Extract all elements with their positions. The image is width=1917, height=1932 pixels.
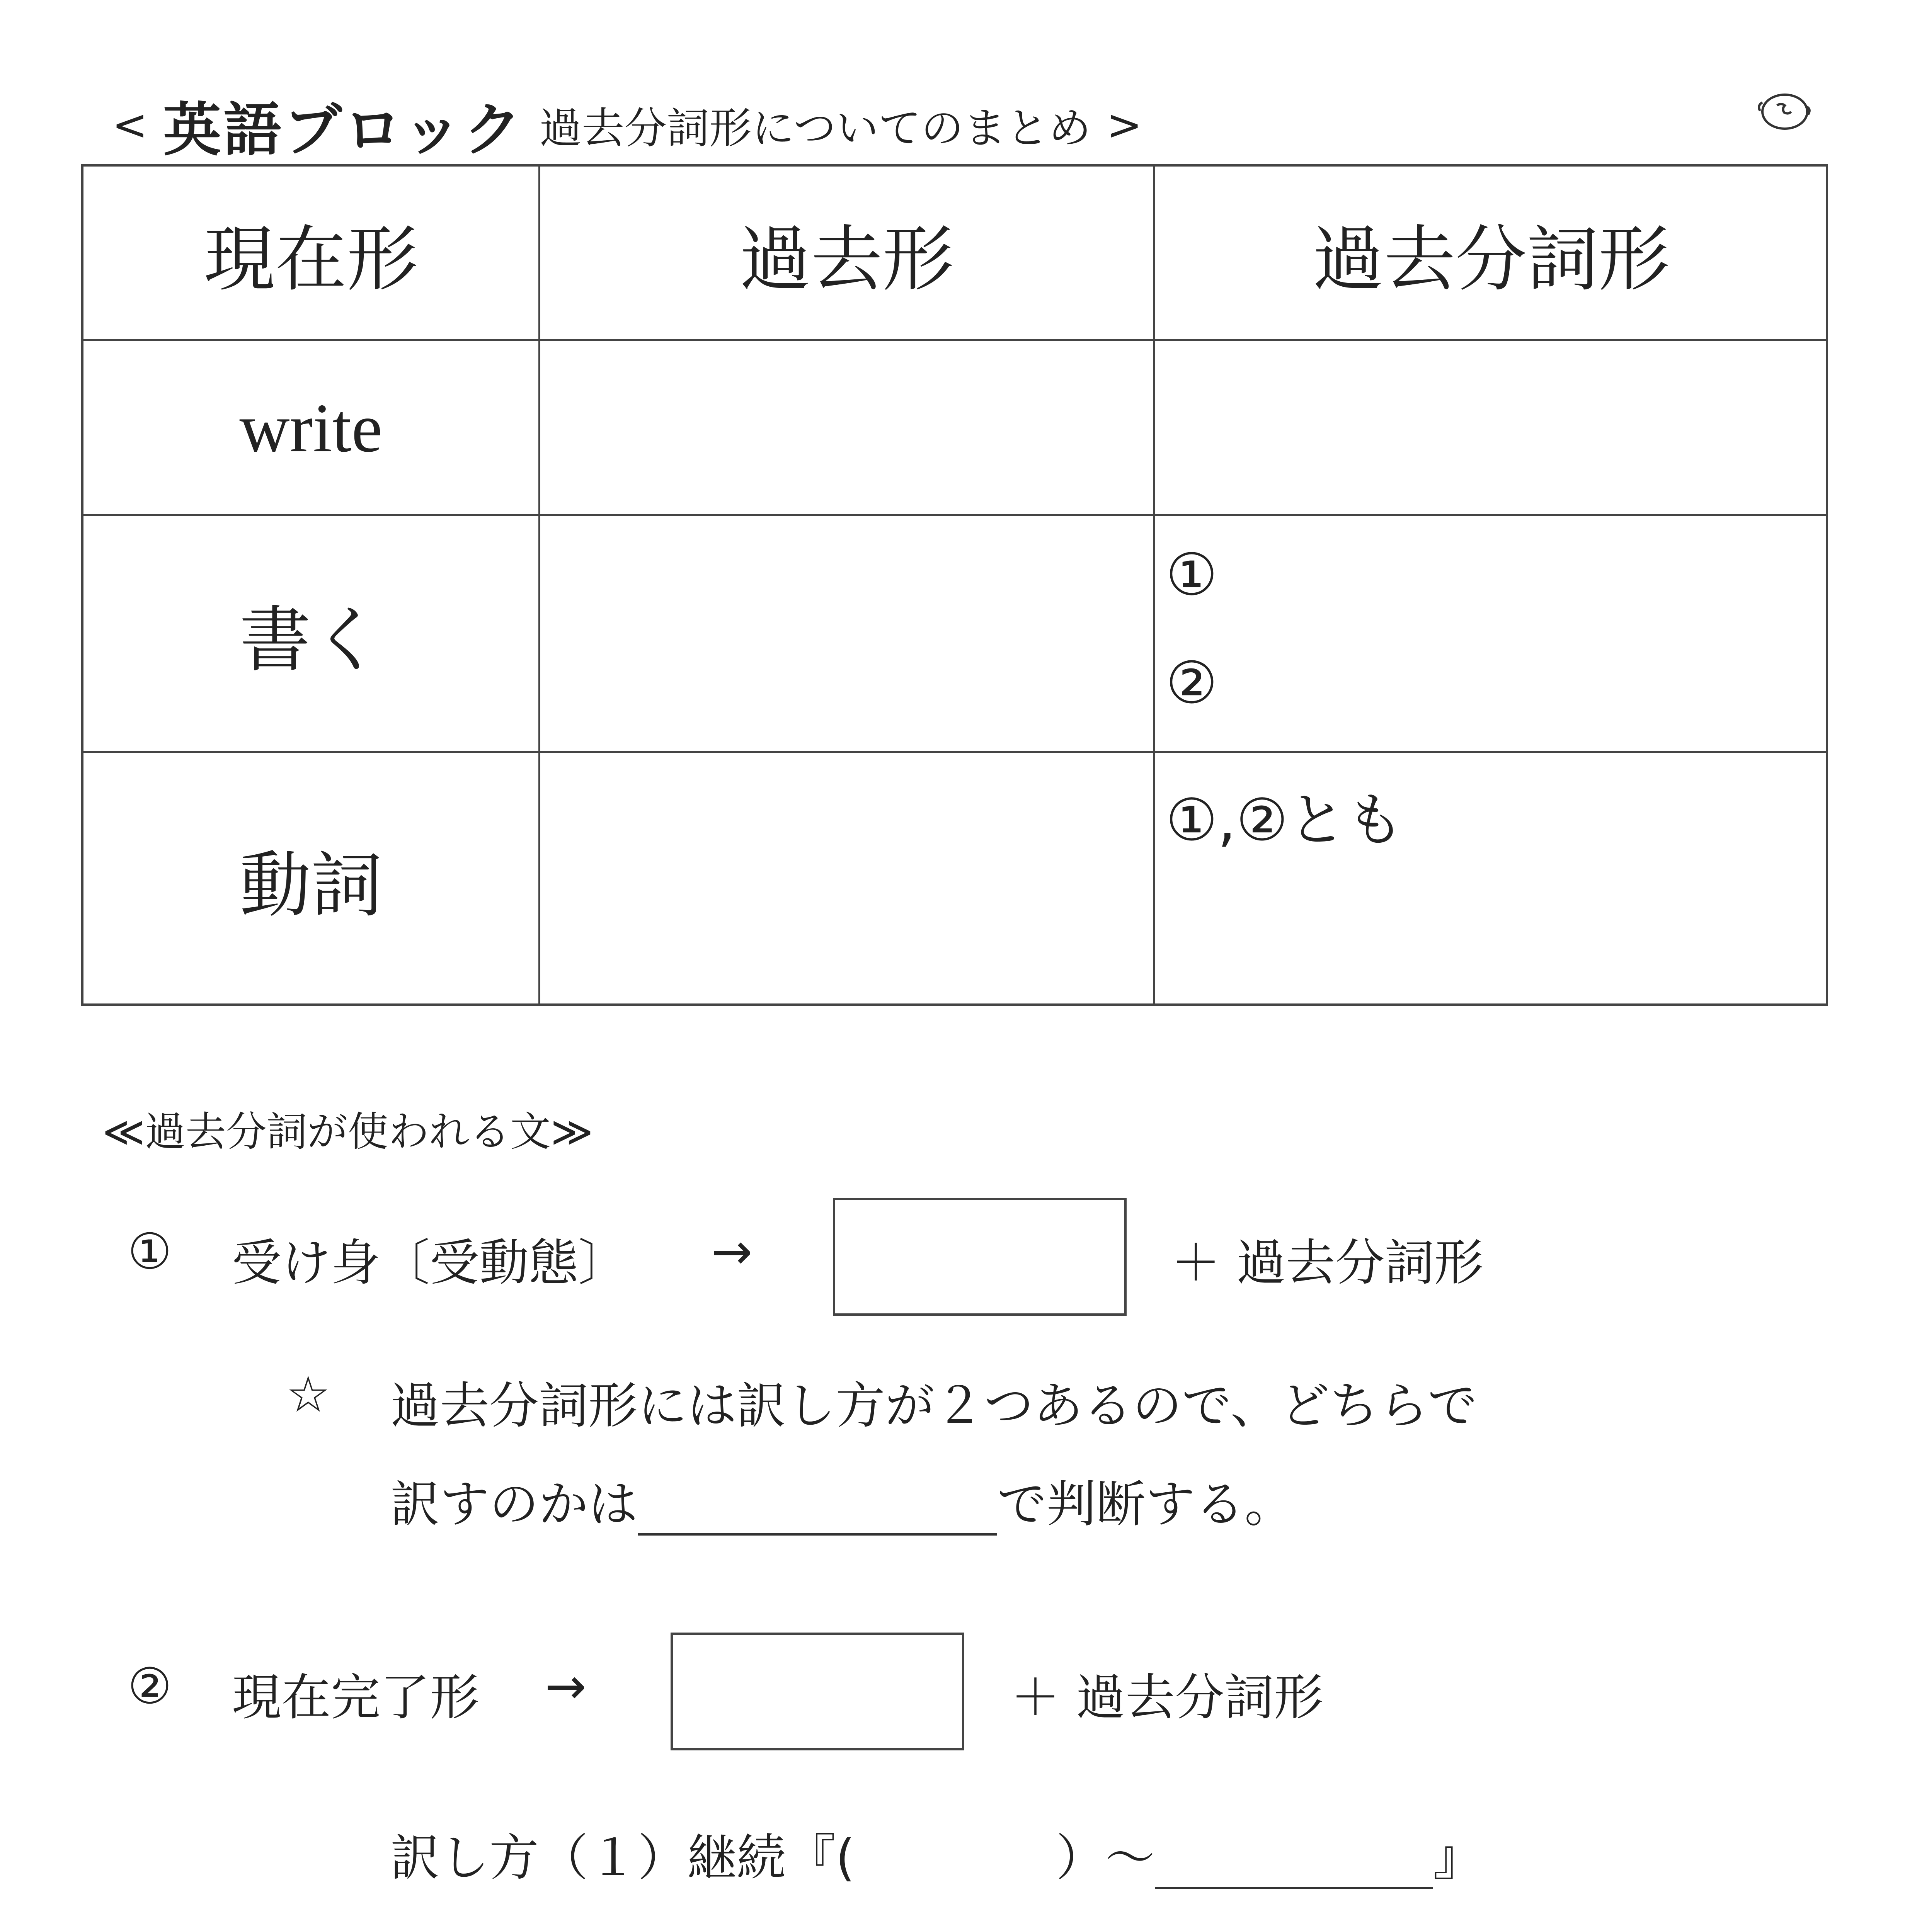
- item1-note-line2: [390, 1464, 1294, 1536]
- mascot-logo-icon: [1755, 87, 1813, 133]
- item1-number: ①: [128, 1223, 172, 1281]
- section-title: ≪過去分詞が使われる文≫: [102, 1108, 593, 1155]
- item1-answer-box[interactable]: [833, 1198, 1127, 1316]
- item2-number: ②: [128, 1658, 172, 1715]
- t1-mid: ）～: [1056, 1829, 1155, 1887]
- item2-arrow-icon: →: [545, 1658, 587, 1715]
- header-open-bracket: <: [112, 100, 148, 150]
- header-past: 過去形: [739, 217, 954, 301]
- item2-answer-box[interactable]: [671, 1633, 964, 1750]
- header-past-participle: 過去分詞形: [1312, 217, 1670, 301]
- item1-note-line1: 過去分詞形には訳し方が２つあるので、どちらで: [390, 1377, 1478, 1435]
- brand-name: 英語ブロック: [163, 97, 524, 164]
- item1-label: 受け身〔受動態〕: [232, 1234, 628, 1292]
- item1-arrow-icon: →: [711, 1223, 753, 1281]
- cell-past-pos-blank[interactable]: [540, 753, 1153, 1005]
- t1-paren-blank[interactable]: [855, 1829, 1056, 1887]
- pp-pos-both: ①,②とも: [1166, 787, 1404, 854]
- pp-meaning-mark-1: ①: [1166, 541, 1218, 609]
- cell-write: write: [239, 389, 383, 466]
- page-title: 過去分詞形についてのまとめ: [539, 104, 1091, 153]
- cell-meaning: 書く: [239, 598, 383, 682]
- verb-forms-table: [81, 164, 1828, 1006]
- item2-label: 現在完了形: [232, 1669, 480, 1726]
- t1-pre: 訳し方（１）継続『(: [390, 1829, 855, 1887]
- item1-note-post: で判断する。: [997, 1476, 1294, 1533]
- header-close-bracket: >: [1107, 100, 1142, 150]
- cell-pp-write-blank[interactable]: [1155, 341, 1827, 514]
- cell-part-of-speech: 動詞: [239, 844, 383, 927]
- item1-note-pre: 訳すのかは: [390, 1476, 638, 1533]
- t1-end: 』: [1433, 1829, 1483, 1887]
- item1-plus: ＋ 過去分詞形: [1171, 1234, 1484, 1292]
- item2-plus: ＋ 過去分詞形: [1011, 1669, 1323, 1726]
- item1-star-icon: ☆: [286, 1366, 330, 1423]
- t1-fill-blank[interactable]: [1155, 1829, 1433, 1889]
- cell-past-write-blank[interactable]: [540, 341, 1153, 514]
- header-present: 現在形: [204, 217, 418, 301]
- cell-past-meaning-blank[interactable]: [540, 516, 1153, 751]
- pp-meaning-mark-2: ②: [1166, 650, 1218, 717]
- translation-continuation: [390, 1818, 1483, 1889]
- item1-fill-blank[interactable]: [638, 1476, 997, 1536]
- page-header: [112, 83, 1142, 167]
